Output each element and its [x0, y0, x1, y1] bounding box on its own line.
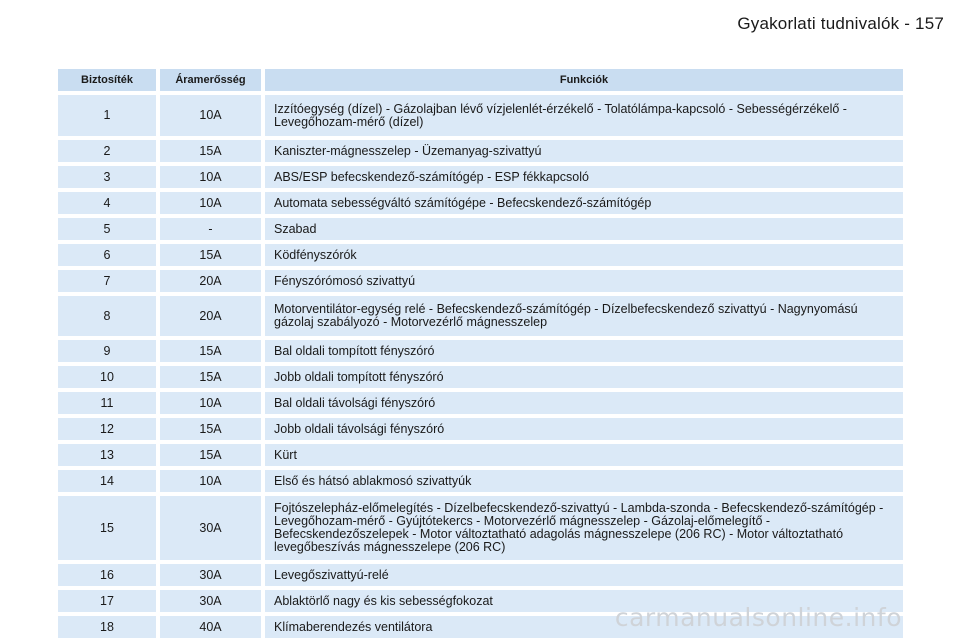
table-header-row: [58, 69, 903, 91]
function-text: Kaniszter-mágnesszelep - Üzemanyag-szivattyú: [265, 140, 903, 162]
amperage: 30A: [160, 564, 261, 586]
amperage: 20A: [160, 296, 261, 336]
table-row: [58, 340, 903, 362]
fuse-number: 6: [58, 244, 156, 266]
function-text: Első és hátsó ablakmosó szivattyúk: [265, 470, 903, 492]
function-text: Fojtószelepház-előmelegítés - Dízelbefecskendező-szivattyú - Lambda-szonda - Befecskendező-számítógép - Levegőhozam-mérő - Gyújtótekercs - Motorvezérlő mágnesszelep - Gázolaj-előmelegítő - Befecskendezőszelepek - Motor változtatható adagolás mágnesszelepe (206 RC) - Motor változtatható levegőbeszívás mágnesszelepe (206 RC): [265, 496, 903, 560]
watermark: carmanualsonline.info: [614, 603, 902, 632]
fuse-number: 8: [58, 296, 156, 336]
table-row: [58, 564, 903, 586]
function-text: Jobb oldali távolsági fényszóró: [265, 418, 903, 440]
function-text: Szabad: [265, 218, 903, 240]
amperage: 15A: [160, 140, 261, 162]
fuse-number: 4: [58, 192, 156, 214]
function-text: Ködfényszórók: [265, 244, 903, 266]
amperage: 30A: [160, 590, 261, 612]
page-title: Gyakorlati tudnivalók - 157: [737, 14, 944, 33]
fuse-number: 14: [58, 470, 156, 492]
amperage: 10A: [160, 392, 261, 414]
function-text: Levegőszivattyú-relé: [265, 564, 903, 586]
amperage: 10A: [160, 192, 261, 214]
table-row: [58, 392, 903, 414]
fuse-number: 1: [58, 95, 156, 136]
column-header-amperage: Áramerősség: [160, 69, 261, 91]
table-row: [58, 444, 903, 466]
function-text: Jobb oldali tompított fényszóró: [265, 366, 903, 388]
fuse-number: 15: [58, 496, 156, 560]
amperage: 10A: [160, 166, 261, 188]
fuse-number: 9: [58, 340, 156, 362]
fuse-number: 12: [58, 418, 156, 440]
table-row: [58, 95, 903, 136]
column-header-functions: Funkciók: [265, 69, 903, 91]
amperage: -: [160, 218, 261, 240]
function-text: Automata sebességváltó számítógépe - Befecskendező-számítógép: [265, 192, 903, 214]
column-header-fuse: Biztosíték: [58, 69, 156, 91]
table-row: [58, 418, 903, 440]
function-text: Fényszórómosó szivattyú: [265, 270, 903, 292]
function-text: Motorventilátor-egység relé - Befecskendező-számítógép - Dízelbefecskendező szivattyú - Nagynyomású gázolaj szabályozó - Motorvezérlő mágnesszelep: [265, 296, 903, 336]
amperage: 10A: [160, 470, 261, 492]
function-text: Bal oldali tompított fényszóró: [265, 340, 903, 362]
table-row: [58, 244, 903, 266]
amperage: 15A: [160, 366, 261, 388]
fuse-table: [58, 69, 903, 642]
amperage: 40A: [160, 616, 261, 638]
amperage: 15A: [160, 244, 261, 266]
function-text: Ablaktörlő nagy és kis sebességfokozat: [265, 590, 903, 612]
amperage: 10A: [160, 95, 261, 136]
amperage: 15A: [160, 444, 261, 466]
fuse-number: 18: [58, 616, 156, 638]
fuse-number: 11: [58, 392, 156, 414]
table-row: [58, 140, 903, 162]
table-row: [58, 496, 903, 560]
fuse-number: 17: [58, 590, 156, 612]
fuse-number: 16: [58, 564, 156, 586]
fuse-number: 13: [58, 444, 156, 466]
table-row: [58, 366, 903, 388]
amperage: 15A: [160, 418, 261, 440]
table-row: [58, 296, 903, 336]
fuse-number: 10: [58, 366, 156, 388]
table-row: [58, 270, 903, 292]
fuse-number: 5: [58, 218, 156, 240]
table-row: [58, 166, 903, 188]
function-text: Izzítóegység (dízel) - Gázolajban lévő vízjelenlét-érzékelő - Tolatólámpa-kapcsoló - Sebességérzékelő - Levegőhozam-mérő (dízel): [265, 95, 903, 136]
fuse-number: 7: [58, 270, 156, 292]
function-text: ABS/ESP befecskendező-számítógép - ESP fékkapcsoló: [265, 166, 903, 188]
fuse-number: 2: [58, 140, 156, 162]
fuse-number: 3: [58, 166, 156, 188]
amperage: 15A: [160, 340, 261, 362]
function-text: Kürt: [265, 444, 903, 466]
table-row: [58, 470, 903, 492]
function-text: Bal oldali távolsági fényszóró: [265, 392, 903, 414]
table-row: [58, 218, 903, 240]
table-row: [58, 192, 903, 214]
amperage: 30A: [160, 496, 261, 560]
amperage: 20A: [160, 270, 261, 292]
function-text: Klímaberendezés ventilátora: [265, 616, 903, 638]
